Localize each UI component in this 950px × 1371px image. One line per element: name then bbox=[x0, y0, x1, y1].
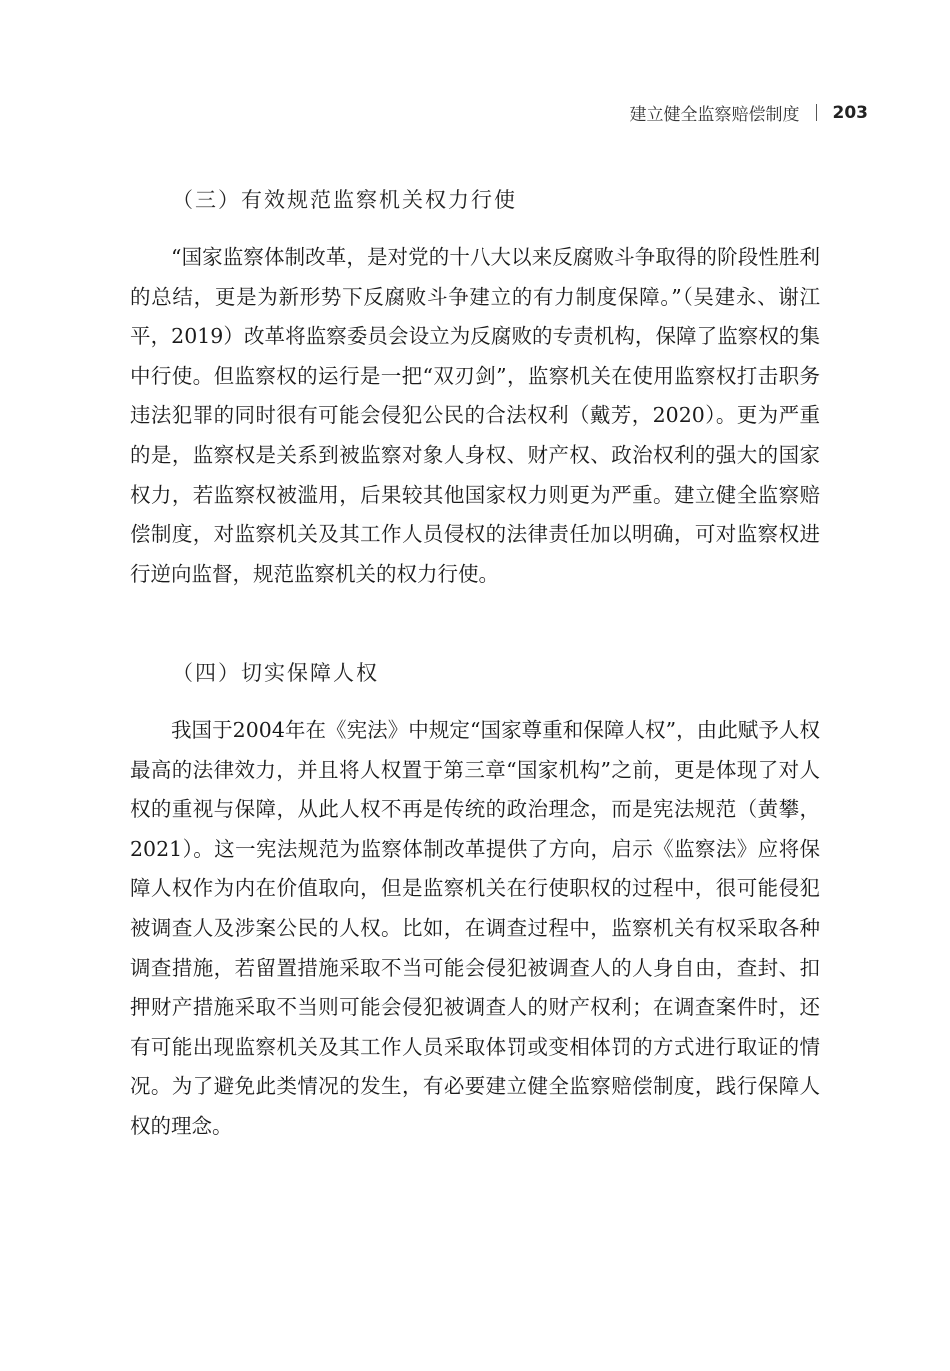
section-paragraph-4: 我国于2004年在《宪法》中规定“国家尊重和保障人权”，由此赋予人权最高的法律效力，并且将人权置于第三章“国家机构”之前，更是体现了对人权的重视与保障，从此人权不再是传统的政治理念，而是宪法规范（黄攀，2021）。这一宪法规范为监察体制改革提供了方向，启示《监察法》应将保障人权作为内在价值取向，但是监察机关在行使职权的过程中，很可能侵犯被调查人及涉案公民的人权。比如，在调查过程中，监察机关有权采取各种调查措施，若留置措施采取不当可能会侵犯被调查人的人身自由，查封、扣押财产措施采取不当则可能会侵犯被调查人的财产权利；在调查案件时，还有可能出现监察机关及其工作人员采取体罚或变相体罚的方式进行取证的情况。为了避免此类情况的发生，有必要建立健全监察赔偿制度，践行保障人权的理念。 bbox=[130, 718, 820, 1138]
section-paragraph-3: “国家监察体制改革，是对党的十八大以来反腐败斗争取得的阶段性胜利的总结，更是为新形势下反腐败斗争建立的有力制度保障。”（吴建永、谢江平，2019）改革将监察委员会设立为反腐败的专责机构，保障了监察权的集中行使。但监察权的运行是一把“双刃剑”，监察机关在使用监察权打击职务违法犯罪的同时很有可能会侵犯公民的合法权利（戴芳，2020）。更为严重的是，监察权是关系到被监察对象人身权、财产权、政治权利的强大的国家权力，若监察权被滥用，后果较其他国家权力则更为严重。建立健全监察赔偿制度，对监察机关及其工作人员侵权的法律责任加以明确，可对监察权进行逆向监督，规范监察机关的权力行使。 bbox=[130, 245, 820, 586]
running-header bbox=[630, 100, 869, 125]
section-heading-4: （四）切实保障人权 bbox=[172, 661, 379, 685]
running-title: 建立健全监察赔偿制度 bbox=[629, 105, 800, 125]
page-number: 203 bbox=[832, 102, 868, 123]
header-divider bbox=[816, 104, 817, 121]
section-heading-3: （三）有效规范监察机关权力行使 bbox=[172, 188, 517, 212]
